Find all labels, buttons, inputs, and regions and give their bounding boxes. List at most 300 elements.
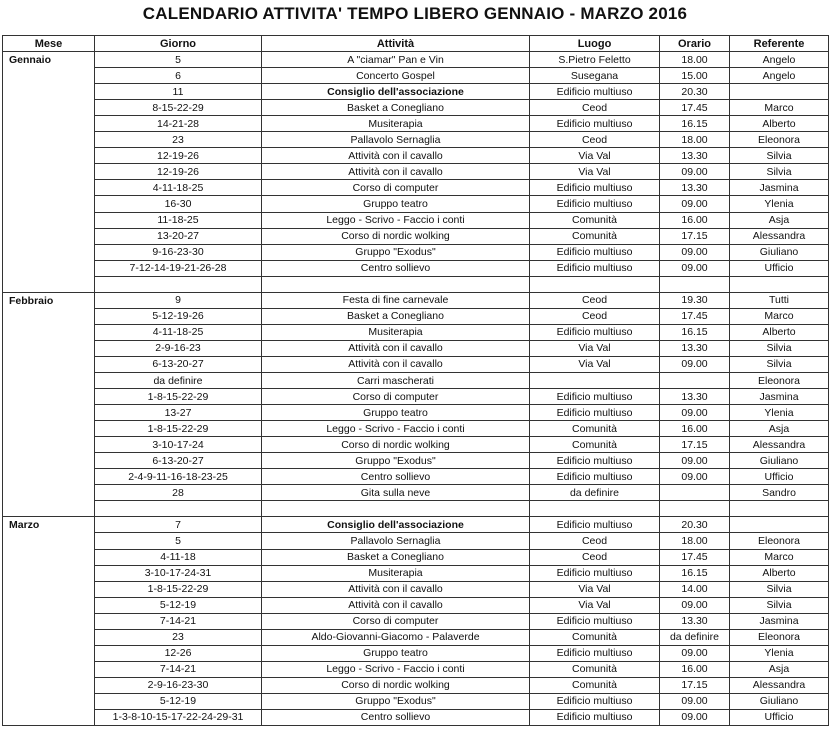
table-row	[3, 421, 829, 437]
cell-attivita: Consiglio dell'associazione	[262, 517, 530, 533]
month-cell-empty	[3, 405, 95, 421]
cell-attivita: Festa di fine carnevale	[262, 292, 530, 308]
table-row	[3, 629, 829, 645]
cell-orario: 16.15	[660, 324, 730, 340]
cell-orario: 13.30	[660, 389, 730, 405]
cell-referente: Giuliano	[730, 453, 829, 469]
table-row	[3, 709, 829, 725]
cell-luogo: Edificio multiuso	[530, 196, 660, 212]
table-row	[3, 180, 829, 196]
cell-giorno: 7-14-21	[95, 661, 262, 677]
cell-referente: Ufficio	[730, 260, 829, 276]
cell-giorno: 5-12-19	[95, 693, 262, 709]
cell-orario: 17.45	[660, 308, 730, 324]
cell-referente: Alessandra	[730, 677, 829, 693]
cell-luogo: Edificio multiuso	[530, 84, 660, 100]
cell-referente: Ufficio	[730, 709, 829, 725]
cell-giorno: 3-10-17-24-31	[95, 565, 262, 581]
month-cell-empty	[3, 613, 95, 629]
cell-referente: Asja	[730, 661, 829, 677]
cell-referente: Giuliano	[730, 693, 829, 709]
cell-attivita: Centro sollievo	[262, 469, 530, 485]
header-orario: Orario	[660, 36, 730, 52]
cell-referente	[730, 84, 829, 100]
table-row	[3, 196, 829, 212]
cell-orario: 17.15	[660, 677, 730, 693]
month-cell-empty	[3, 469, 95, 485]
table-row	[3, 212, 829, 228]
cell-giorno: 8-15-22-29	[95, 100, 262, 116]
cell-orario	[660, 276, 730, 292]
cell-orario: 13.30	[660, 148, 730, 164]
cell-luogo: S.Pietro Feletto	[530, 52, 660, 68]
month-cell-empty	[3, 340, 95, 356]
month-label: Gennaio	[3, 52, 95, 68]
cell-luogo	[530, 372, 660, 388]
cell-giorno: 4-11-18-25	[95, 324, 262, 340]
cell-giorno: 1-8-15-22-29	[95, 389, 262, 405]
table-row	[3, 581, 829, 597]
cell-referente: Ylenia	[730, 405, 829, 421]
cell-attivita: Gruppo "Exodus"	[262, 693, 530, 709]
cell-giorno: 5-12-19	[95, 597, 262, 613]
month-cell-empty	[3, 68, 95, 84]
cell-orario: 09.00	[660, 453, 730, 469]
month-cell-empty	[3, 148, 95, 164]
month-cell-empty	[3, 100, 95, 116]
cell-referente: Marco	[730, 308, 829, 324]
cell-attivita: Pallavolo Sernaglia	[262, 533, 530, 549]
cell-luogo: Edificio multiuso	[530, 565, 660, 581]
cell-giorno: 4-11-18	[95, 549, 262, 565]
cell-giorno: 11-18-25	[95, 212, 262, 228]
month-cell-empty	[3, 549, 95, 565]
cell-attivita: Carri mascherati	[262, 372, 530, 388]
cell-referente	[730, 276, 829, 292]
month-label: Febbraio	[3, 292, 95, 308]
cell-referente: Silvia	[730, 164, 829, 180]
table-row	[3, 324, 829, 340]
table-row	[3, 100, 829, 116]
month-cell-empty	[3, 389, 95, 405]
cell-attivita: Musiterapia	[262, 324, 530, 340]
cell-luogo: Comunità	[530, 212, 660, 228]
month-cell-empty	[3, 597, 95, 613]
cell-referente: Giuliano	[730, 244, 829, 260]
table-row	[3, 228, 829, 244]
cell-giorno: 7	[95, 517, 262, 533]
cell-referente: Asja	[730, 421, 829, 437]
cell-referente: Jasmina	[730, 180, 829, 196]
cell-attivita: Gruppo teatro	[262, 405, 530, 421]
cell-referente: Marco	[730, 549, 829, 565]
cell-luogo: Edificio multiuso	[530, 453, 660, 469]
cell-orario: 13.30	[660, 180, 730, 196]
header-giorno: Giorno	[95, 36, 262, 52]
cell-attivita: Basket a Conegliano	[262, 549, 530, 565]
header-mese: Mese	[3, 36, 95, 52]
month-cell-empty	[3, 212, 95, 228]
cell-luogo: Comunità	[530, 437, 660, 453]
cell-attivita: Corso di nordic wolking	[262, 677, 530, 693]
cell-attivita: Basket a Conegliano	[262, 308, 530, 324]
cell-referente: Eleonora	[730, 533, 829, 549]
cell-referente: Ufficio	[730, 469, 829, 485]
month-cell-empty	[3, 437, 95, 453]
cell-orario: 15.00	[660, 68, 730, 84]
cell-referente: Alberto	[730, 116, 829, 132]
cell-luogo: Via Val	[530, 148, 660, 164]
cell-referente: Silvia	[730, 597, 829, 613]
cell-giorno: 1-8-15-22-29	[95, 421, 262, 437]
month-cell-empty	[3, 260, 95, 276]
cell-luogo: da definire	[530, 485, 660, 501]
cell-orario: 18.00	[660, 132, 730, 148]
month-cell-empty	[3, 677, 95, 693]
cell-luogo: Edificio multiuso	[530, 405, 660, 421]
month-cell-empty	[3, 116, 95, 132]
cell-giorno: 5-12-19-26	[95, 308, 262, 324]
table-row	[3, 340, 829, 356]
table-row	[3, 244, 829, 260]
table-row	[3, 437, 829, 453]
month-cell-empty	[3, 84, 95, 100]
cell-attivita: Attività con il cavallo	[262, 340, 530, 356]
cell-attivita: Attività con il cavallo	[262, 164, 530, 180]
cell-giorno	[95, 276, 262, 292]
table-row	[3, 597, 829, 613]
cell-giorno: 9-16-23-30	[95, 244, 262, 260]
cell-attivita: Gruppo teatro	[262, 645, 530, 661]
cell-attivita	[262, 501, 530, 517]
cell-referente: Eleonora	[730, 132, 829, 148]
cell-luogo: Via Val	[530, 340, 660, 356]
month-cell-empty	[3, 645, 95, 661]
cell-referente: Eleonora	[730, 629, 829, 645]
table-row	[3, 164, 829, 180]
cell-orario: 13.30	[660, 340, 730, 356]
cell-attivita: Concerto Gospel	[262, 68, 530, 84]
cell-referente	[730, 501, 829, 517]
cell-luogo: Edificio multiuso	[530, 324, 660, 340]
cell-referente: Angelo	[730, 52, 829, 68]
cell-attivita: Attività con il cavallo	[262, 581, 530, 597]
cell-attivita: Corso di nordic wolking	[262, 437, 530, 453]
cell-attivita: Centro sollievo	[262, 260, 530, 276]
cell-luogo: Comunità	[530, 677, 660, 693]
cell-giorno: 4-11-18-25	[95, 180, 262, 196]
cell-referente: Tutti	[730, 292, 829, 308]
cell-giorno: 6-13-20-27	[95, 356, 262, 372]
cell-luogo: Edificio multiuso	[530, 260, 660, 276]
cell-referente: Silvia	[730, 356, 829, 372]
table-row	[3, 116, 829, 132]
table-row	[3, 501, 829, 517]
table-row	[3, 613, 829, 629]
cell-attivita: Aldo-Giovanni-Giacomo - Palaverde	[262, 629, 530, 645]
month-cell-empty	[3, 164, 95, 180]
cell-attivita: Basket a Conegliano	[262, 100, 530, 116]
cell-orario: 09.00	[660, 356, 730, 372]
cell-luogo: Edificio multiuso	[530, 645, 660, 661]
cell-orario: 09.00	[660, 709, 730, 725]
cell-attivita: Consiglio dell'associazione	[262, 84, 530, 100]
cell-referente: Sandro	[730, 485, 829, 501]
cell-orario: 09.00	[660, 164, 730, 180]
cell-luogo: Comunità	[530, 629, 660, 645]
table-body	[3, 52, 829, 726]
month-cell-empty	[3, 324, 95, 340]
cell-orario: 14.00	[660, 581, 730, 597]
table-row	[3, 132, 829, 148]
month-cell-empty	[3, 244, 95, 260]
document-title: CALENDARIO ATTIVITA' TEMPO LIBERO GENNAIO - MARZO 2016	[142, 4, 688, 23]
cell-orario: 20.30	[660, 517, 730, 533]
cell-giorno: da definire	[95, 372, 262, 388]
cell-referente: Ylenia	[730, 196, 829, 212]
cell-attivita: Leggo - Scrivo - Faccio i conti	[262, 212, 530, 228]
month-cell-empty	[3, 709, 95, 725]
month-cell-empty	[3, 421, 95, 437]
cell-attivita: Leggo - Scrivo - Faccio i conti	[262, 661, 530, 677]
table-row	[3, 453, 829, 469]
cell-attivita: Gruppo teatro	[262, 196, 530, 212]
table-row	[3, 276, 829, 292]
cell-referente: Silvia	[730, 581, 829, 597]
cell-giorno: 12-19-26	[95, 148, 262, 164]
table-row	[3, 148, 829, 164]
cell-giorno: 5	[95, 52, 262, 68]
cell-orario: 09.00	[660, 469, 730, 485]
table-row	[3, 565, 829, 581]
month-cell-empty	[3, 565, 95, 581]
cell-orario: 09.00	[660, 405, 730, 421]
cell-giorno: 13-20-27	[95, 228, 262, 244]
cell-luogo: Susegana	[530, 68, 660, 84]
cell-giorno: 6	[95, 68, 262, 84]
cell-luogo: Edificio multiuso	[530, 116, 660, 132]
header-attivita: Attività	[262, 36, 530, 52]
cell-attivita: Gita sulla neve	[262, 485, 530, 501]
table-row	[3, 517, 829, 533]
cell-giorno: 2-4-9-11-16-18-23-25	[95, 469, 262, 485]
table-row	[3, 52, 829, 68]
cell-giorno: 23	[95, 132, 262, 148]
month-cell-empty	[3, 453, 95, 469]
cell-orario	[660, 372, 730, 388]
cell-luogo: Via Val	[530, 581, 660, 597]
cell-orario: 20.30	[660, 84, 730, 100]
cell-orario: 09.00	[660, 196, 730, 212]
table-row	[3, 292, 829, 308]
cell-referente: Alessandra	[730, 437, 829, 453]
cell-orario: 17.45	[660, 549, 730, 565]
table-row	[3, 485, 829, 501]
table-row	[3, 372, 829, 388]
cell-referente: Asja	[730, 212, 829, 228]
cell-giorno: 3-10-17-24	[95, 437, 262, 453]
cell-orario: 16.15	[660, 565, 730, 581]
cell-orario: 09.00	[660, 597, 730, 613]
table-row	[3, 661, 829, 677]
cell-orario: 09.00	[660, 244, 730, 260]
cell-giorno: 9	[95, 292, 262, 308]
cell-luogo: Edificio multiuso	[530, 693, 660, 709]
cell-giorno: 1-3-8-10-15-17-22-24-29-31	[95, 709, 262, 725]
table-row	[3, 308, 829, 324]
header-referente: Referente	[730, 36, 829, 52]
cell-orario: 17.45	[660, 100, 730, 116]
cell-orario: 18.00	[660, 533, 730, 549]
month-cell-empty	[3, 581, 95, 597]
cell-giorno: 7-14-21	[95, 613, 262, 629]
cell-luogo: Comunità	[530, 228, 660, 244]
cell-referente: Jasmina	[730, 389, 829, 405]
cell-attivita: Centro sollievo	[262, 709, 530, 725]
month-cell-empty	[3, 485, 95, 501]
cell-orario	[660, 501, 730, 517]
cell-referente: Eleonora	[730, 372, 829, 388]
cell-attivita: Gruppo "Exodus"	[262, 244, 530, 260]
header-luogo: Luogo	[530, 36, 660, 52]
cell-referente: Alberto	[730, 565, 829, 581]
cell-giorno: 6-13-20-27	[95, 453, 262, 469]
month-cell-empty	[3, 533, 95, 549]
month-cell-empty	[3, 372, 95, 388]
cell-orario: 17.15	[660, 437, 730, 453]
cell-attivita: Leggo - Scrivo - Faccio i conti	[262, 421, 530, 437]
cell-orario: 09.00	[660, 645, 730, 661]
cell-orario: 16.00	[660, 421, 730, 437]
cell-referente: Angelo	[730, 68, 829, 84]
cell-attivita: Attività con il cavallo	[262, 597, 530, 613]
cell-luogo: Via Val	[530, 164, 660, 180]
cell-giorno: 1-8-15-22-29	[95, 581, 262, 597]
month-label: Marzo	[3, 517, 95, 533]
cell-orario: 13.30	[660, 613, 730, 629]
table-row	[3, 84, 829, 100]
cell-luogo: Ceod	[530, 100, 660, 116]
cell-orario: 18.00	[660, 52, 730, 68]
cell-luogo: Edificio multiuso	[530, 180, 660, 196]
table-row	[3, 68, 829, 84]
cell-referente: Alberto	[730, 324, 829, 340]
cell-referente: Silvia	[730, 340, 829, 356]
cell-giorno: 12-19-26	[95, 164, 262, 180]
cell-luogo: Edificio multiuso	[530, 613, 660, 629]
cell-orario: 16.15	[660, 116, 730, 132]
cell-referente: Silvia	[730, 148, 829, 164]
month-cell-empty	[3, 356, 95, 372]
cell-attivita: Corso di computer	[262, 180, 530, 196]
cell-luogo	[530, 276, 660, 292]
cell-orario: da definire	[660, 629, 730, 645]
cell-attivita: Attività con il cavallo	[262, 148, 530, 164]
table-row	[3, 693, 829, 709]
header-row	[3, 36, 829, 52]
cell-giorno	[95, 501, 262, 517]
cell-luogo: Edificio multiuso	[530, 244, 660, 260]
month-cell-empty	[3, 501, 95, 517]
cell-giorno: 13-27	[95, 405, 262, 421]
cell-luogo: Ceod	[530, 308, 660, 324]
cell-orario: 17.15	[660, 228, 730, 244]
cell-referente: Alessandra	[730, 228, 829, 244]
cell-giorno: 23	[95, 629, 262, 645]
cell-giorno: 2-9-16-23-30	[95, 677, 262, 693]
table-row	[3, 677, 829, 693]
cell-orario: 09.00	[660, 693, 730, 709]
cell-orario: 16.00	[660, 661, 730, 677]
cell-luogo: Ceod	[530, 533, 660, 549]
cell-referente	[730, 517, 829, 533]
cell-giorno: 16-30	[95, 196, 262, 212]
cell-attivita: Musiterapia	[262, 565, 530, 581]
month-cell-empty	[3, 228, 95, 244]
month-cell-empty	[3, 661, 95, 677]
cell-luogo: Ceod	[530, 292, 660, 308]
cell-referente: Jasmina	[730, 613, 829, 629]
cell-attivita: Corso di computer	[262, 613, 530, 629]
cell-attivita: Pallavolo Sernaglia	[262, 132, 530, 148]
cell-luogo	[530, 501, 660, 517]
cell-luogo: Edificio multiuso	[530, 469, 660, 485]
cell-orario: 16.00	[660, 212, 730, 228]
table-row	[3, 405, 829, 421]
cell-attivita: Musiterapia	[262, 116, 530, 132]
activity-calendar-table	[2, 35, 829, 726]
table-row	[3, 533, 829, 549]
cell-orario: 09.00	[660, 260, 730, 276]
cell-referente: Ylenia	[730, 645, 829, 661]
month-cell-empty	[3, 132, 95, 148]
cell-orario	[660, 485, 730, 501]
cell-attivita	[262, 276, 530, 292]
cell-luogo: Edificio multiuso	[530, 517, 660, 533]
cell-giorno: 12-26	[95, 645, 262, 661]
cell-referente: Marco	[730, 100, 829, 116]
cell-attivita: Corso di nordic wolking	[262, 228, 530, 244]
cell-luogo: Ceod	[530, 132, 660, 148]
cell-luogo: Edificio multiuso	[530, 709, 660, 725]
table-row	[3, 260, 829, 276]
month-cell-empty	[3, 693, 95, 709]
cell-giorno: 5	[95, 533, 262, 549]
month-cell-empty	[3, 276, 95, 292]
cell-giorno: 2-9-16-23	[95, 340, 262, 356]
cell-giorno: 14-21-28	[95, 116, 262, 132]
cell-luogo: Via Val	[530, 356, 660, 372]
cell-giorno: 28	[95, 485, 262, 501]
month-cell-empty	[3, 629, 95, 645]
table-row	[3, 469, 829, 485]
table-row	[3, 645, 829, 661]
cell-luogo: Comunità	[530, 661, 660, 677]
cell-orario: 19.30	[660, 292, 730, 308]
table-row	[3, 356, 829, 372]
cell-attivita: Corso di computer	[262, 389, 530, 405]
month-cell-empty	[3, 180, 95, 196]
cell-luogo: Edificio multiuso	[530, 389, 660, 405]
month-cell-empty	[3, 196, 95, 212]
cell-luogo: Via Val	[530, 597, 660, 613]
cell-luogo: Comunità	[530, 421, 660, 437]
cell-attivita: Gruppo "Exodus"	[262, 453, 530, 469]
cell-luogo: Ceod	[530, 549, 660, 565]
cell-giorno: 7-12-14-19-21-26-28	[95, 260, 262, 276]
cell-attivita: A "ciamar" Pan e Vin	[262, 52, 530, 68]
month-cell-empty	[3, 308, 95, 324]
